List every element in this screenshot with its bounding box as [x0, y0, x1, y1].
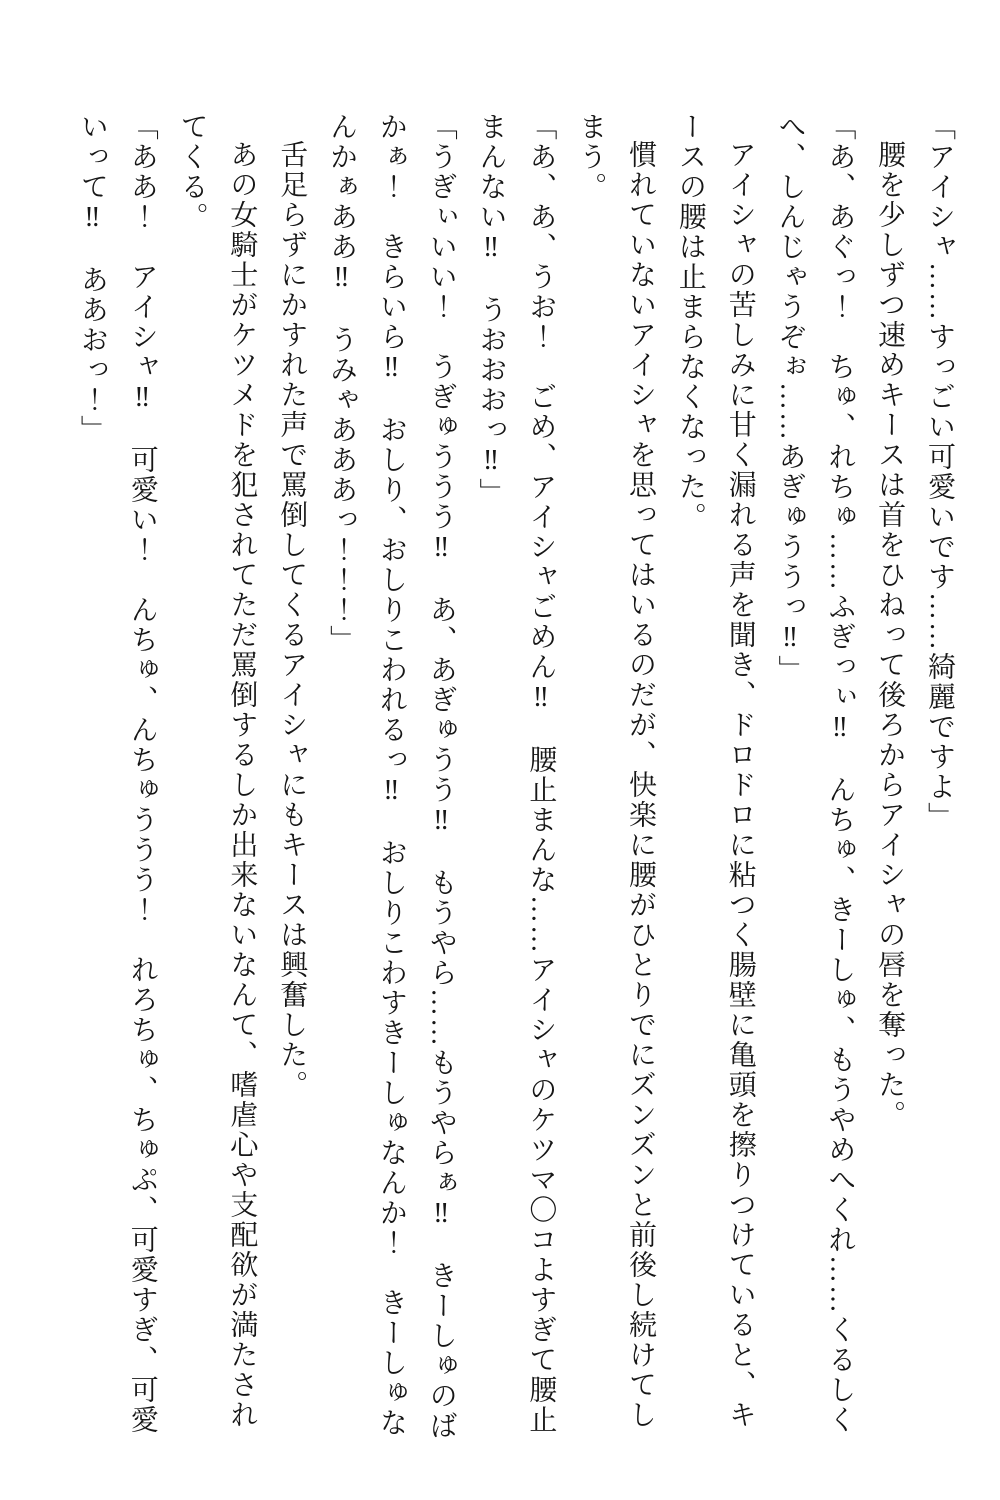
- paragraph-05: 慣れていないアイシャを思ってはいるのだが、快楽に腰がひとりでにズンズンと前後し続けてしまう。: [575, 112, 657, 1430]
- paragraph-06: 「あ、あ、うお！ ごめ、アイシャごめん‼ 腰止まんな……アイシャのケツマ〇コよすぎて腰止まんない‼ うおおおっ‼」: [475, 112, 557, 1435]
- paragraph-04: アイシャの苦しみに甘く漏れる声を聞き、ドロドロに粘つく腸壁に亀頭を擦りつけていると、キースの腰は止まらなくなった。: [674, 112, 756, 1430]
- paragraph-10: 「ああ！ アイシャ‼ 可愛い！ んちゅ、んちゅううう！ れろちゅ、ちゅぷ、可愛すぎ、可愛いって‼ ああおっ！」: [76, 112, 158, 1435]
- paragraph-07: 「うぎぃいい！ うぎゅううう‼ あ、あぎゅうう‼ もうやら……もうやらぁ‼ きーしゅのばかぁ！ きらいら‼ おしり、おしりこわれるっ‼ おしりこわすきーしゅなんか！ きーしゅなんかぁああ‼ うみゃあああっ！！！」: [326, 112, 457, 1441]
- paragraph-08: 舌足らずにかすれた声で罵倒してくるアイシャにもキースは興奮した。: [276, 140, 308, 1100]
- paragraph-09: あの女騎士がケツメドを犯されてただ罵倒するしか出来ないなんて、嗜虐心や支配欲が満たされてくる。: [176, 112, 258, 1430]
- paragraph-03: 「あ、あぐっ！ ちゅ、れちゅ……ふぎっぃ‼ んちゅ、きーしゅ、もうやめへくれ……くるしくへ、しんじゃうぞぉ……あぎゅううっ‼」: [774, 112, 856, 1435]
- novel-text-block: [67, 112, 964, 1442]
- paragraph-02: 腰を少しずつ速めキースは首をひねって後ろからアイシャの唇を奪った。: [874, 140, 906, 1130]
- paragraph-01: 「アイシャ……すっごい可愛いです……綺麗ですよ」: [924, 112, 955, 832]
